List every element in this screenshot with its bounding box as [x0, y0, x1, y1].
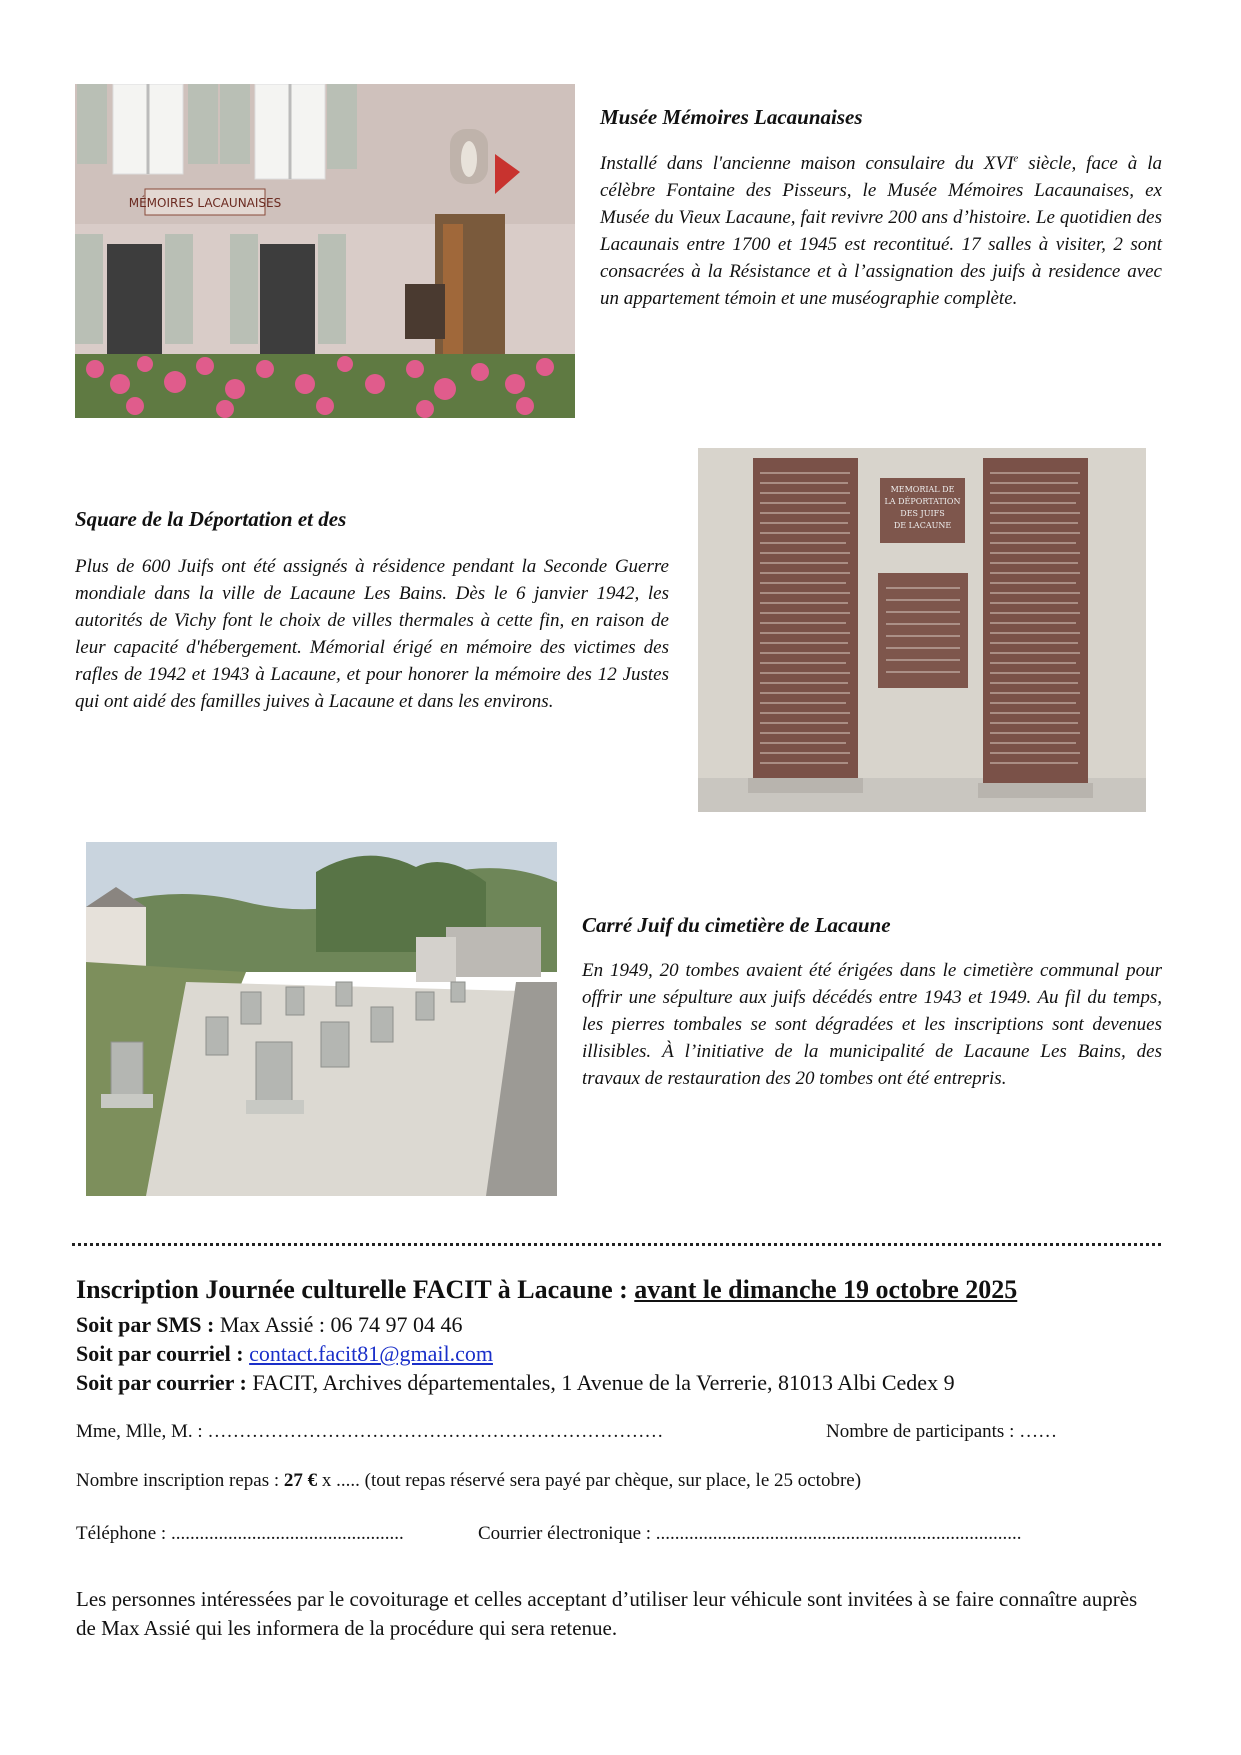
square-title: Square de la Déportation et des	[75, 507, 347, 531]
svg-text:DES JUIFS: DES JUIFS	[900, 509, 945, 518]
mail-line	[76, 1370, 955, 1396]
museum-description	[600, 150, 1162, 312]
svg-text:DE LACAUNE: DE LACAUNE	[893, 521, 952, 530]
cemetery-photo	[86, 842, 557, 1196]
svg-text:MEMORIAL DE: MEMORIAL DE	[890, 485, 955, 494]
email-line	[76, 1341, 493, 1367]
sms-label: Soit par SMS :	[76, 1312, 220, 1337]
registration-title-text: Inscription Journée culturelle FACIT à Lacaune :	[76, 1275, 635, 1304]
mail-label: Soit par courrier :	[76, 1370, 253, 1395]
meals-label: Nombre inscription repas :	[76, 1470, 284, 1491]
square-description: Plus de 600 Juifs ont été assignés à résidence pendant la Seconde Guerre mondiale dans la ville de Lacaune Les Bains. Dès le 6 janvier 1942, les autorités de Vichy font le choix de villes thermales à cette fin, en raison de leur capacité d'hébergement. Mémorial érigé en mémoire des victimes des rafles de 1942 et 1943 à Lacaune, et pour honorer la mémoire des 12 Justes qui ont aidé des familles juives à Lacaune et dans les environs.	[75, 556, 669, 712]
meals-note: x ..... (tout repas réservé sera payé par chèque, sur place, le 25 octobre)	[317, 1470, 862, 1491]
memorial-photo	[698, 448, 1146, 812]
museum-description-part-2: siècle, face à la célèbre Fontaine des Pisseurs, le Musée Mémoires Lacaunaises, ex Musée du Vieux Lacaune, fait revivre 200 ans d’histoire. Le quotidien des Lacaunais entre 1700 et 1945 est recontitué. 17 salles à visiter, 2 sont consacrées à la Résistance et à l’assignation des juifs à residence avec un appartement témoin et une muséographie complète.	[600, 153, 1162, 309]
svg-text:MÉMOIRES LACAUNAISES: MÉMOIRES LACAUNAISES	[128, 196, 282, 210]
phone-field[interactable]: Téléphone : .................................................	[76, 1523, 404, 1544]
registration-title	[76, 1275, 1017, 1305]
museum-description-part-1: Installé dans l'ancienne maison consulaire du XVI	[600, 153, 1014, 174]
sms-value: Max Assié : 06 74 97 04 46	[219, 1312, 463, 1337]
registration-deadline: avant le dimanche 19 octobre 2025	[634, 1275, 1018, 1304]
cemetery-title: Carré Juif du cimetière de Lacaune	[582, 913, 891, 937]
museum-title: Musée Mémoires Lacaunaises	[600, 105, 863, 129]
email-link[interactable]: contact.facit81@gmail.com	[249, 1341, 493, 1366]
svg-text:LA DÉPORTATION: LA DÉPORTATION	[884, 497, 961, 506]
dotted-divider	[72, 1243, 1161, 1246]
museum-photo	[75, 84, 575, 418]
cemetery-description: En 1949, 20 tombes avaient été érigées dans le cimetière communal pour offrir une sépulture aux juifs décédés entre 1943 et 1949. Au fil du temps, les pierres tombales se sont dégradées et les inscriptions sont devenues illisibles. À l’initiative de la municipalité de Lacaune Les Bains, des travaux de restauration des 20 tombes ont été entrepris.	[582, 960, 1162, 1089]
mail-value: FACIT, Archives départementales, 1 Avenue de la Verrerie, 81013 Albi Cedex 9	[252, 1370, 955, 1395]
meals-price: 27 €	[283, 1470, 318, 1491]
name-field[interactable]: Mme, Mlle, M. : ………………………………………………………………	[76, 1421, 664, 1442]
participants-field[interactable]: Nombre de participants : ……	[826, 1421, 1058, 1442]
meals-field[interactable]	[76, 1470, 861, 1492]
carpool-note: Les personnes intéressées par le covoiturage et celles acceptant d’utiliser leur véhicule sont invitées à se faire connaître auprès de Max Assié qui les informera de la procédure qui sera retenue.	[76, 1587, 1138, 1640]
contact-email-field[interactable]: Courrier électronique : .............................................................................	[478, 1523, 1022, 1544]
email-label: Soit par courriel :	[76, 1341, 250, 1366]
century-superscript: e	[1013, 152, 1019, 165]
sms-line	[76, 1312, 462, 1338]
